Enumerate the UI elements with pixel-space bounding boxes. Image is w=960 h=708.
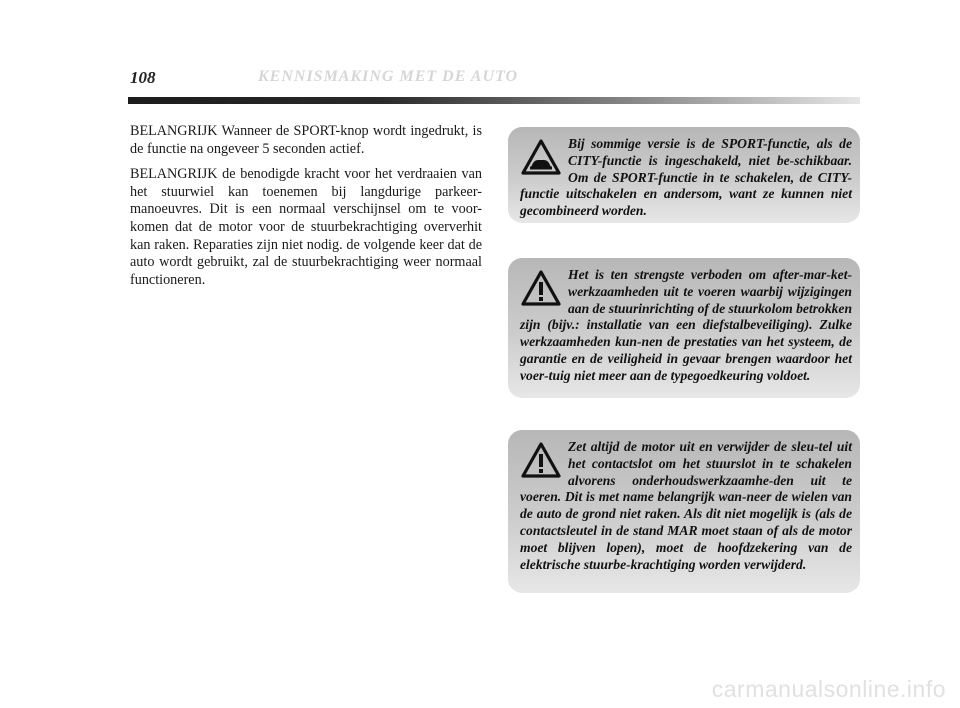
page-number: 108 — [130, 68, 156, 87]
notice-steering-lock-maintenance — [508, 430, 860, 593]
notice-text: Bij sommige versie is de SPORT-functie, als de CITY-functie is ingeschakeld, niet be-schikbaar. Om de SPORT-functie in te schakelen, de CITY-functie uitschakelen en andersom, want ze kunnen niet gecombineerd worden. — [520, 136, 852, 219]
notice-text: Het is ten strengste verboden om after-mar-ket-werkzaamheden uit te voeren waarbij wijzigingen aan de stuurinrichting of de stuurkolom betrokken zijn (bijv.: installatie van een diefstalbeveiliging). Zulke werkzaamheden kun-nen de prestaties van het systeem, de garantie en de veiligheid in gevaar brengen waardoor het voer-tuig niet meer aan de typegoedkeuring voldoet. — [520, 267, 853, 383]
notice-sport-city — [508, 127, 860, 223]
warning-triangle-icon — [520, 441, 562, 479]
body-text — [130, 123, 482, 297]
warning-triangle-icon — [520, 269, 562, 307]
paragraph-sport-button: BELANGRIJK Wanneer de SPORT-knop wordt ingedrukt, is de functie na ongeveer 5 seconden actief. — [130, 123, 482, 157]
header-rule — [128, 97, 860, 104]
running-title: KENNISMAKING MET DE AUTO — [258, 68, 519, 85]
notice-text: Zet altijd de motor uit en verwijder de sleu-tel uit het contactslot om het stuurslot in te schakelen alvorens onderhoudswerkzaamhe-den uit te voeren. Dit is met name belangrijk wan-neer de wielen van de auto de grond niet raken. Als dit niet mogelijk is (als de contactsleutel in de stand MAR moet staan of als de motor moet blijven lopen), moet de hoofdzekering van de elektrische stuurbe-krachtiging worden verwijderd. — [520, 439, 852, 572]
car-note-icon — [520, 138, 562, 176]
watermark: carmanualsonline.info — [711, 676, 946, 702]
notice-aftermarket-steering — [508, 258, 860, 398]
paragraph-steering-force: BELANGRIJK de benodigde kracht voor het verdraaien van het stuurwiel kan toenemen bij langdurige parkeer-manoeuvres. Dit is een normaal verschijnsel om te voor-komen dat de motor voor de stuurbekrachtiging oververhit kan raken. Reparaties zijn niet nodig. de volgende keer dat de auto wordt gebruikt, zal de stuurbekrachtiging weer normaal functioneren. — [130, 166, 482, 288]
